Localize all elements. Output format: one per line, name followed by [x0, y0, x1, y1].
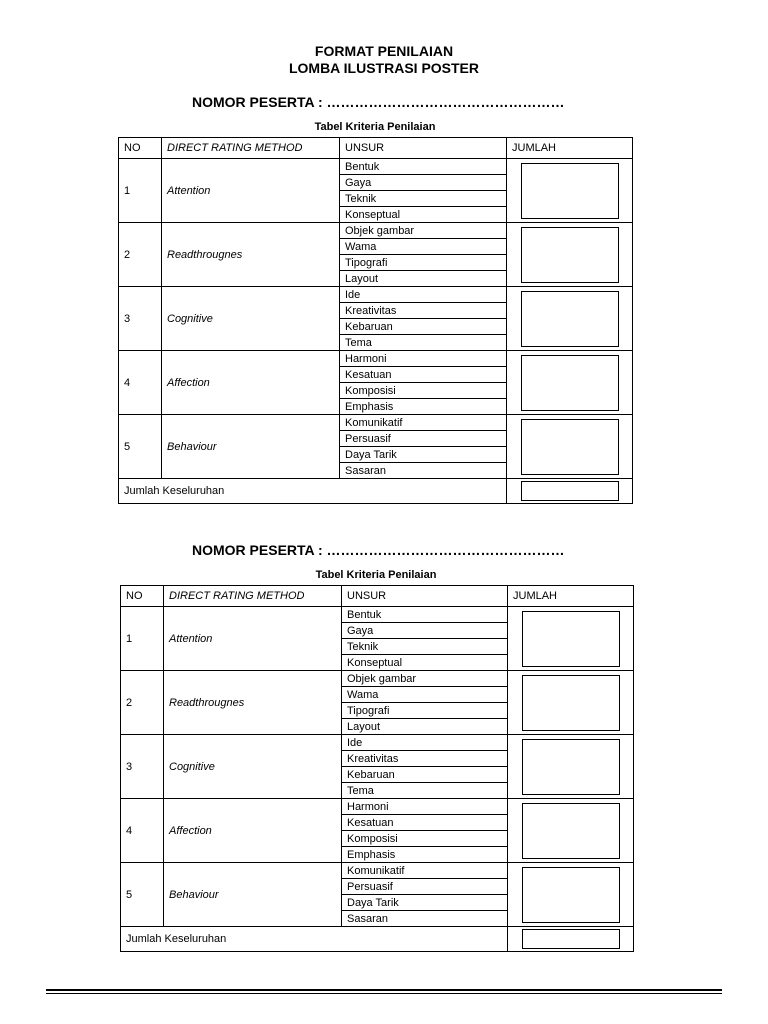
criterion-element: Komposisi — [340, 383, 507, 399]
criterion-number: 2 — [119, 223, 162, 287]
table-row — [119, 415, 633, 431]
criterion-score-cell — [507, 159, 633, 223]
criterion-number: 2 — [121, 671, 164, 735]
criterion-method: Cognitive — [164, 735, 342, 799]
criterion-number: 1 — [119, 159, 162, 223]
score-box[interactable] — [521, 419, 619, 475]
score-box[interactable] — [522, 675, 620, 731]
criterion-score-cell — [507, 223, 633, 287]
criterion-number: 4 — [119, 351, 162, 415]
criterion-element: Gaya — [342, 623, 508, 639]
criterion-number: 3 — [119, 287, 162, 351]
criterion-element: Teknik — [342, 639, 508, 655]
criterion-element: Emphasis — [342, 847, 508, 863]
criterion-number: 1 — [121, 607, 164, 671]
table-row — [119, 287, 633, 303]
criterion-element: Bentuk — [340, 159, 507, 175]
criterion-element: Sasaran — [340, 463, 507, 479]
criteria-table — [120, 585, 634, 952]
score-box[interactable] — [521, 355, 619, 411]
criterion-element: Tema — [342, 783, 508, 799]
criterion-number: 5 — [119, 415, 162, 479]
table-row — [121, 671, 634, 687]
table-caption: Tabel Kriteria Penilaian — [314, 121, 436, 133]
criterion-number: 4 — [121, 799, 164, 863]
criterion-method: Readthrougnes — [164, 671, 342, 735]
criterion-method: Readthrougnes — [162, 223, 340, 287]
table-header-row — [119, 138, 633, 159]
score-box[interactable] — [522, 867, 620, 923]
criterion-element: Kreativitas — [340, 303, 507, 319]
criterion-element: Tema — [340, 335, 507, 351]
header-no: NO — [121, 586, 164, 607]
header-method: DIRECT RATING METHOD — [164, 586, 342, 607]
criterion-number: 3 — [121, 735, 164, 799]
criterion-score-cell — [508, 799, 634, 863]
header-jumlah: JUMLAH — [508, 586, 634, 607]
total-label: Jumlah Keseluruhan — [119, 479, 507, 504]
criterion-element: Komposisi — [342, 831, 508, 847]
table-row — [121, 735, 634, 751]
criterion-element: Kebaruan — [340, 319, 507, 335]
table-row — [119, 223, 633, 239]
criterion-method: Cognitive — [162, 287, 340, 351]
participant-number-label: NOMOR PESERTA : …………………………………………… — [192, 94, 565, 110]
table-row — [121, 799, 634, 815]
footer-rule-thin — [46, 993, 722, 994]
criterion-element: Harmoni — [342, 799, 508, 815]
score-box[interactable] — [522, 739, 620, 795]
total-row — [121, 927, 634, 952]
score-box[interactable] — [522, 803, 620, 859]
criterion-element: Daya Tarik — [342, 895, 508, 911]
criterion-element: Komunikatif — [340, 415, 507, 431]
total-score-cell — [507, 479, 633, 504]
criterion-element: Layout — [342, 719, 508, 735]
criterion-method: Attention — [162, 159, 340, 223]
criterion-element: Persuasif — [340, 431, 507, 447]
criterion-element: Daya Tarik — [340, 447, 507, 463]
table-row — [121, 607, 634, 623]
total-label: Jumlah Keseluruhan — [121, 927, 508, 952]
table-row — [119, 159, 633, 175]
criterion-score-cell — [508, 607, 634, 671]
criterion-method: Behaviour — [164, 863, 342, 927]
criterion-score-cell — [507, 415, 633, 479]
criterion-element: Harmoni — [340, 351, 507, 367]
score-box[interactable] — [521, 227, 619, 283]
criterion-element: Emphasis — [340, 399, 507, 415]
criterion-element: Kebaruan — [342, 767, 508, 783]
criterion-score-cell — [507, 351, 633, 415]
criterion-method: Attention — [164, 607, 342, 671]
criterion-number: 5 — [121, 863, 164, 927]
criterion-element: Tipografi — [340, 255, 507, 271]
criterion-score-cell — [508, 671, 634, 735]
score-box[interactable] — [521, 163, 619, 219]
total-score-cell — [508, 927, 634, 952]
criterion-element: Ide — [340, 287, 507, 303]
criterion-method: Behaviour — [162, 415, 340, 479]
document-title: FORMAT PENILAIAN — [314, 43, 454, 59]
criterion-element: Kreativitas — [342, 751, 508, 767]
criterion-score-cell — [508, 735, 634, 799]
criterion-element: Kesatuan — [342, 815, 508, 831]
header-unsur: UNSUR — [340, 138, 507, 159]
criterion-element: Bentuk — [342, 607, 508, 623]
header-unsur: UNSUR — [342, 586, 508, 607]
score-box[interactable] — [521, 291, 619, 347]
score-box[interactable] — [522, 611, 620, 667]
criterion-element: Konseptual — [340, 207, 507, 223]
criterion-element: Layout — [340, 271, 507, 287]
criterion-element: Ide — [342, 735, 508, 751]
table-caption: Tabel Kriteria Penilaian — [315, 569, 437, 581]
criterion-element: Objek gambar — [342, 671, 508, 687]
header-no: NO — [119, 138, 162, 159]
criterion-element: Gaya — [340, 175, 507, 191]
participant-number-label: NOMOR PESERTA : …………………………………………… — [192, 542, 565, 558]
criterion-method: Affection — [162, 351, 340, 415]
criterion-element: Tipografi — [342, 703, 508, 719]
criterion-element: Teknik — [340, 191, 507, 207]
document-subtitle: LOMBA ILUSTRASI POSTER — [288, 60, 480, 76]
total-score-box[interactable] — [521, 481, 619, 501]
criterion-element: Konseptual — [342, 655, 508, 671]
total-score-box[interactable] — [522, 929, 620, 949]
header-jumlah: JUMLAH — [507, 138, 633, 159]
header-method: DIRECT RATING METHOD — [162, 138, 340, 159]
criterion-element: Sasaran — [342, 911, 508, 927]
criterion-element: Persuasif — [342, 879, 508, 895]
table-row — [121, 863, 634, 879]
criterion-score-cell — [508, 863, 634, 927]
criterion-element: Objek gambar — [340, 223, 507, 239]
criterion-element: Wama — [340, 239, 507, 255]
criterion-element: Komunikatif — [342, 863, 508, 879]
table-row — [119, 351, 633, 367]
footer-rule — [46, 989, 722, 991]
criterion-method: Affection — [164, 799, 342, 863]
table-header-row — [121, 586, 634, 607]
criteria-table — [118, 137, 633, 504]
criterion-score-cell — [507, 287, 633, 351]
criterion-element: Kesatuan — [340, 367, 507, 383]
total-row — [119, 479, 633, 504]
criterion-element: Wama — [342, 687, 508, 703]
